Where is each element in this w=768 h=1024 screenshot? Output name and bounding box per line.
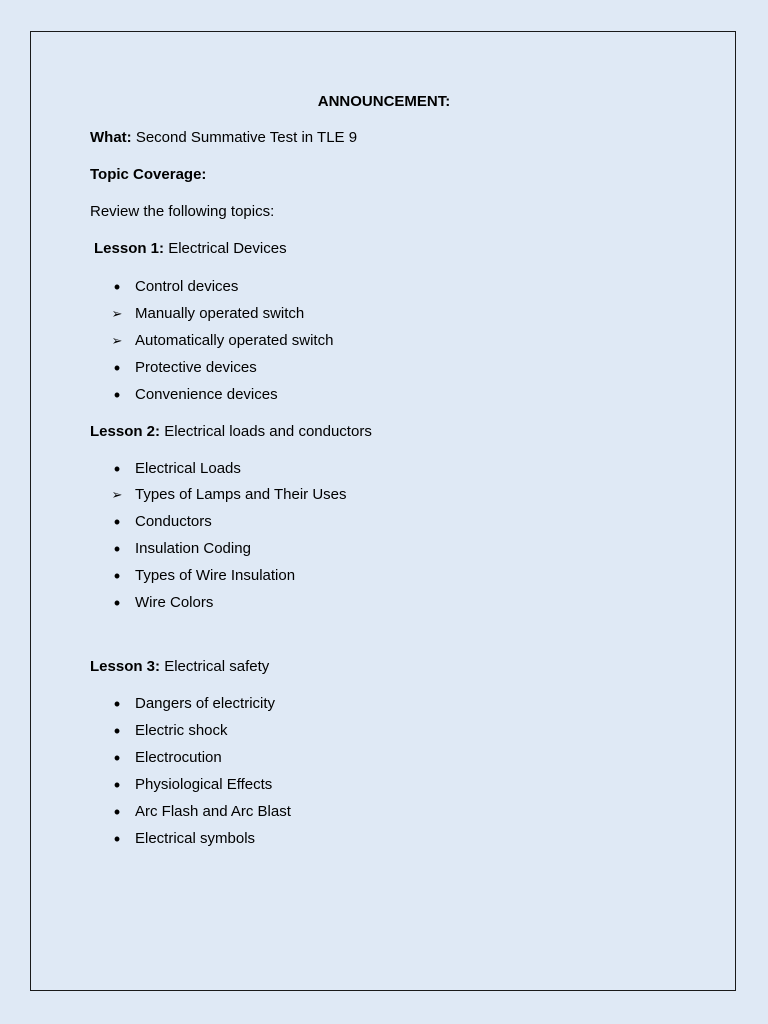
bullet-dot-icon: • <box>113 512 121 532</box>
list-item: Conductors <box>135 513 212 530</box>
bullet-dot-icon: • <box>113 566 121 586</box>
list-item: Electrocution <box>135 749 222 766</box>
list-item: Types of Wire Insulation <box>135 567 296 584</box>
list-item: Convenience devices <box>135 386 278 403</box>
bullet-dot-icon: • <box>113 277 121 297</box>
arrow-bullet-icon: ➢ <box>111 487 123 502</box>
bullet-dot-icon: • <box>113 748 121 768</box>
list-item: Types of Lamps and Their Uses <box>135 486 347 503</box>
bullet-dot-icon: • <box>113 721 121 741</box>
bullet-dot-icon: • <box>113 593 121 613</box>
bullet-dot-icon: • <box>113 459 121 479</box>
list-item: Manually operated switch <box>135 305 305 322</box>
lesson-2-title: Electrical loads and conductors <box>164 423 372 440</box>
what-line <box>90 129 357 147</box>
list-item: Electrical Loads <box>135 460 241 477</box>
list-item: Control devices <box>135 278 239 295</box>
list-item: Protective devices <box>135 359 257 376</box>
bullet-dot-icon: • <box>113 802 121 822</box>
lesson-3-label: Lesson 3: <box>90 658 161 675</box>
arrow-bullet-icon: ➢ <box>111 306 123 321</box>
list-item: Electric shock <box>135 722 228 739</box>
bullet-dot-icon: • <box>113 358 121 378</box>
lesson-2-heading <box>90 423 372 441</box>
list-item: Insulation Coding <box>135 540 251 557</box>
bullet-dot-icon: • <box>113 775 121 795</box>
arrow-bullet-icon: ➢ <box>111 333 123 348</box>
what-value: Second Summative Test in TLE 9 <box>135 129 358 146</box>
list-item: Dangers of electricity <box>135 695 276 712</box>
list-item: Arc Flash and Arc Blast <box>135 803 291 820</box>
lesson-3-heading <box>90 658 269 676</box>
topic-coverage-label: Topic Coverage: <box>90 166 207 183</box>
list-item: Wire Colors <box>135 594 214 611</box>
lesson-3-title: Electrical safety <box>164 658 270 675</box>
lesson-2-label: Lesson 2: <box>90 423 161 440</box>
announcement-title: ANNOUNCEMENT: <box>317 93 451 110</box>
bullet-dot-icon: • <box>113 829 121 849</box>
list-item: Automatically operated switch <box>135 332 334 349</box>
what-label: What: <box>90 129 132 146</box>
lesson-1-label: Lesson 1: <box>94 240 165 257</box>
lesson-1-title: Electrical Devices <box>168 240 287 257</box>
lesson-1-heading <box>94 240 287 258</box>
bullet-dot-icon: • <box>113 539 121 559</box>
list-item: Physiological Effects <box>135 776 273 793</box>
review-text: Review the following topics: <box>90 203 275 220</box>
bullet-dot-icon: • <box>113 694 121 714</box>
list-item: Electrical symbols <box>135 830 256 847</box>
bullet-dot-icon: • <box>113 385 121 405</box>
